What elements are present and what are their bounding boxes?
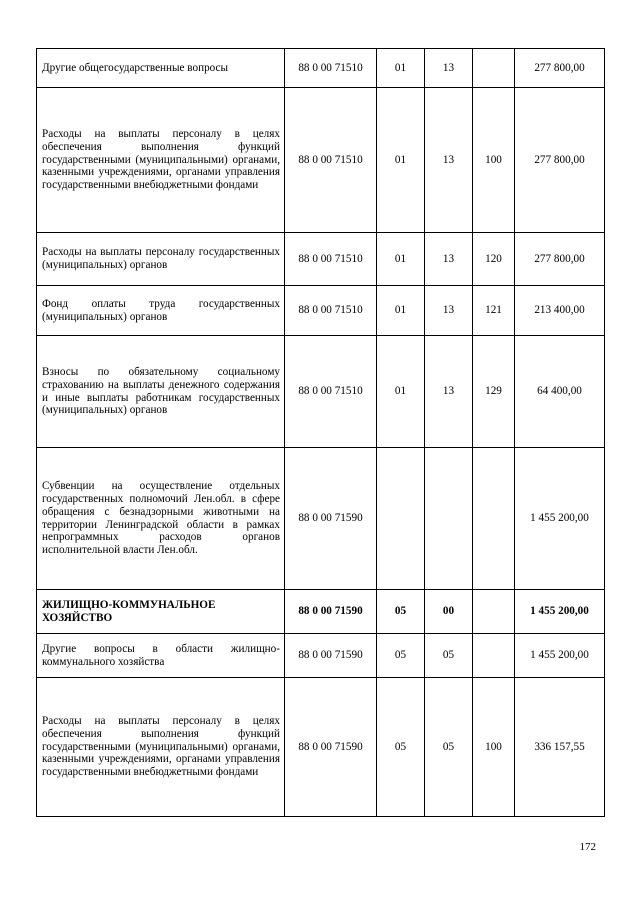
row-section-cell [377,448,425,590]
row-code-cell: 88 0 00 71510 [285,49,377,88]
row-code-cell: 88 0 00 71590 [285,448,377,590]
row-amount-cell: 277 800,00 [515,88,605,233]
row-code-cell: 88 0 00 71590 [285,678,377,817]
table-row [37,634,605,678]
table-row [37,88,605,233]
row-code-cell: 88 0 00 71510 [285,88,377,233]
row-code-cell: 88 0 00 71510 [285,233,377,286]
row-name-cell: Субвенции на осуществление отдельных государственных полномочий Лен.обл. в сфере обращения с безнадзорными животными на территории Ленинградской области в рамках непрограммных расходов органов исполнительной власти Лен.обл. [37,448,285,590]
row-subsection-cell: 00 [425,590,473,634]
row-code-cell: 88 0 00 71510 [285,336,377,448]
row-section-cell: 01 [377,88,425,233]
row-amount-cell: 336 157,55 [515,678,605,817]
row-section-cell: 05 [377,678,425,817]
row-amount-cell: 277 800,00 [515,49,605,88]
row-code-cell: 88 0 00 71510 [285,286,377,336]
table-row [37,590,605,634]
row-expense-type-cell [473,590,515,634]
table-row [37,678,605,817]
budget-table [36,48,605,817]
row-subsection-cell: 13 [425,233,473,286]
row-subsection-cell: 13 [425,336,473,448]
row-name-cell: Другие общегосударственные вопросы [37,49,285,88]
row-name-cell: Фонд оплаты труда государственных (муниципальных) органов [37,286,285,336]
row-amount-cell: 64 400,00 [515,336,605,448]
table-row [37,286,605,336]
row-subsection-cell: 13 [425,286,473,336]
row-subsection-cell [425,448,473,590]
row-expense-type-cell [473,634,515,678]
row-expense-type-cell [473,448,515,590]
row-section-cell: 01 [377,49,425,88]
row-expense-type-cell: 120 [473,233,515,286]
table-row [37,49,605,88]
table-body [37,49,605,817]
row-amount-cell: 213 400,00 [515,286,605,336]
row-section-cell: 05 [377,590,425,634]
table-row [37,233,605,286]
row-subsection-cell: 05 [425,634,473,678]
row-section-cell: 05 [377,634,425,678]
row-section-cell: 01 [377,286,425,336]
row-name-cell: Расходы на выплаты персоналу в целях обеспечения выполнения функций государственными (муниципальными) органами, казенными учреждениями, органами управления государственными внебюджетными фондами [37,678,285,817]
row-name-cell: Взносы по обязательному социальному страхованию на выплаты денежного содержания и иные выплаты работникам государственных (муниципальных) органов [37,336,285,448]
row-subsection-cell: 13 [425,49,473,88]
table-row [37,336,605,448]
row-name-cell: ЖИЛИЩНО-КОММУНАЛЬНОЕ ХОЗЯЙСТВО [37,590,285,634]
row-section-cell: 01 [377,336,425,448]
row-expense-type-cell: 100 [473,88,515,233]
page-number: 172 [579,841,596,853]
row-expense-type-cell [473,49,515,88]
row-code-cell: 88 0 00 71590 [285,590,377,634]
row-expense-type-cell: 100 [473,678,515,817]
row-subsection-cell: 13 [425,88,473,233]
row-amount-cell: 1 455 200,00 [515,448,605,590]
row-section-cell: 01 [377,233,425,286]
row-code-cell: 88 0 00 71590 [285,634,377,678]
row-amount-cell: 1 455 200,00 [515,634,605,678]
row-name-cell: Другие вопросы в области жилищно-коммунального хозяйства [37,634,285,678]
row-name-cell: Расходы на выплаты персоналу государственных (муниципальных) органов [37,233,285,286]
row-subsection-cell: 05 [425,678,473,817]
row-expense-type-cell: 129 [473,336,515,448]
table-row [37,448,605,590]
row-expense-type-cell: 121 [473,286,515,336]
row-amount-cell: 277 800,00 [515,233,605,286]
row-amount-cell: 1 455 200,00 [515,590,605,634]
row-name-cell: Расходы на выплаты персоналу в целях обеспечения выполнения функций государственными (муниципальными) органами, казенными учреждениями, органами управления государственными внебюджетными фондами [37,88,285,233]
